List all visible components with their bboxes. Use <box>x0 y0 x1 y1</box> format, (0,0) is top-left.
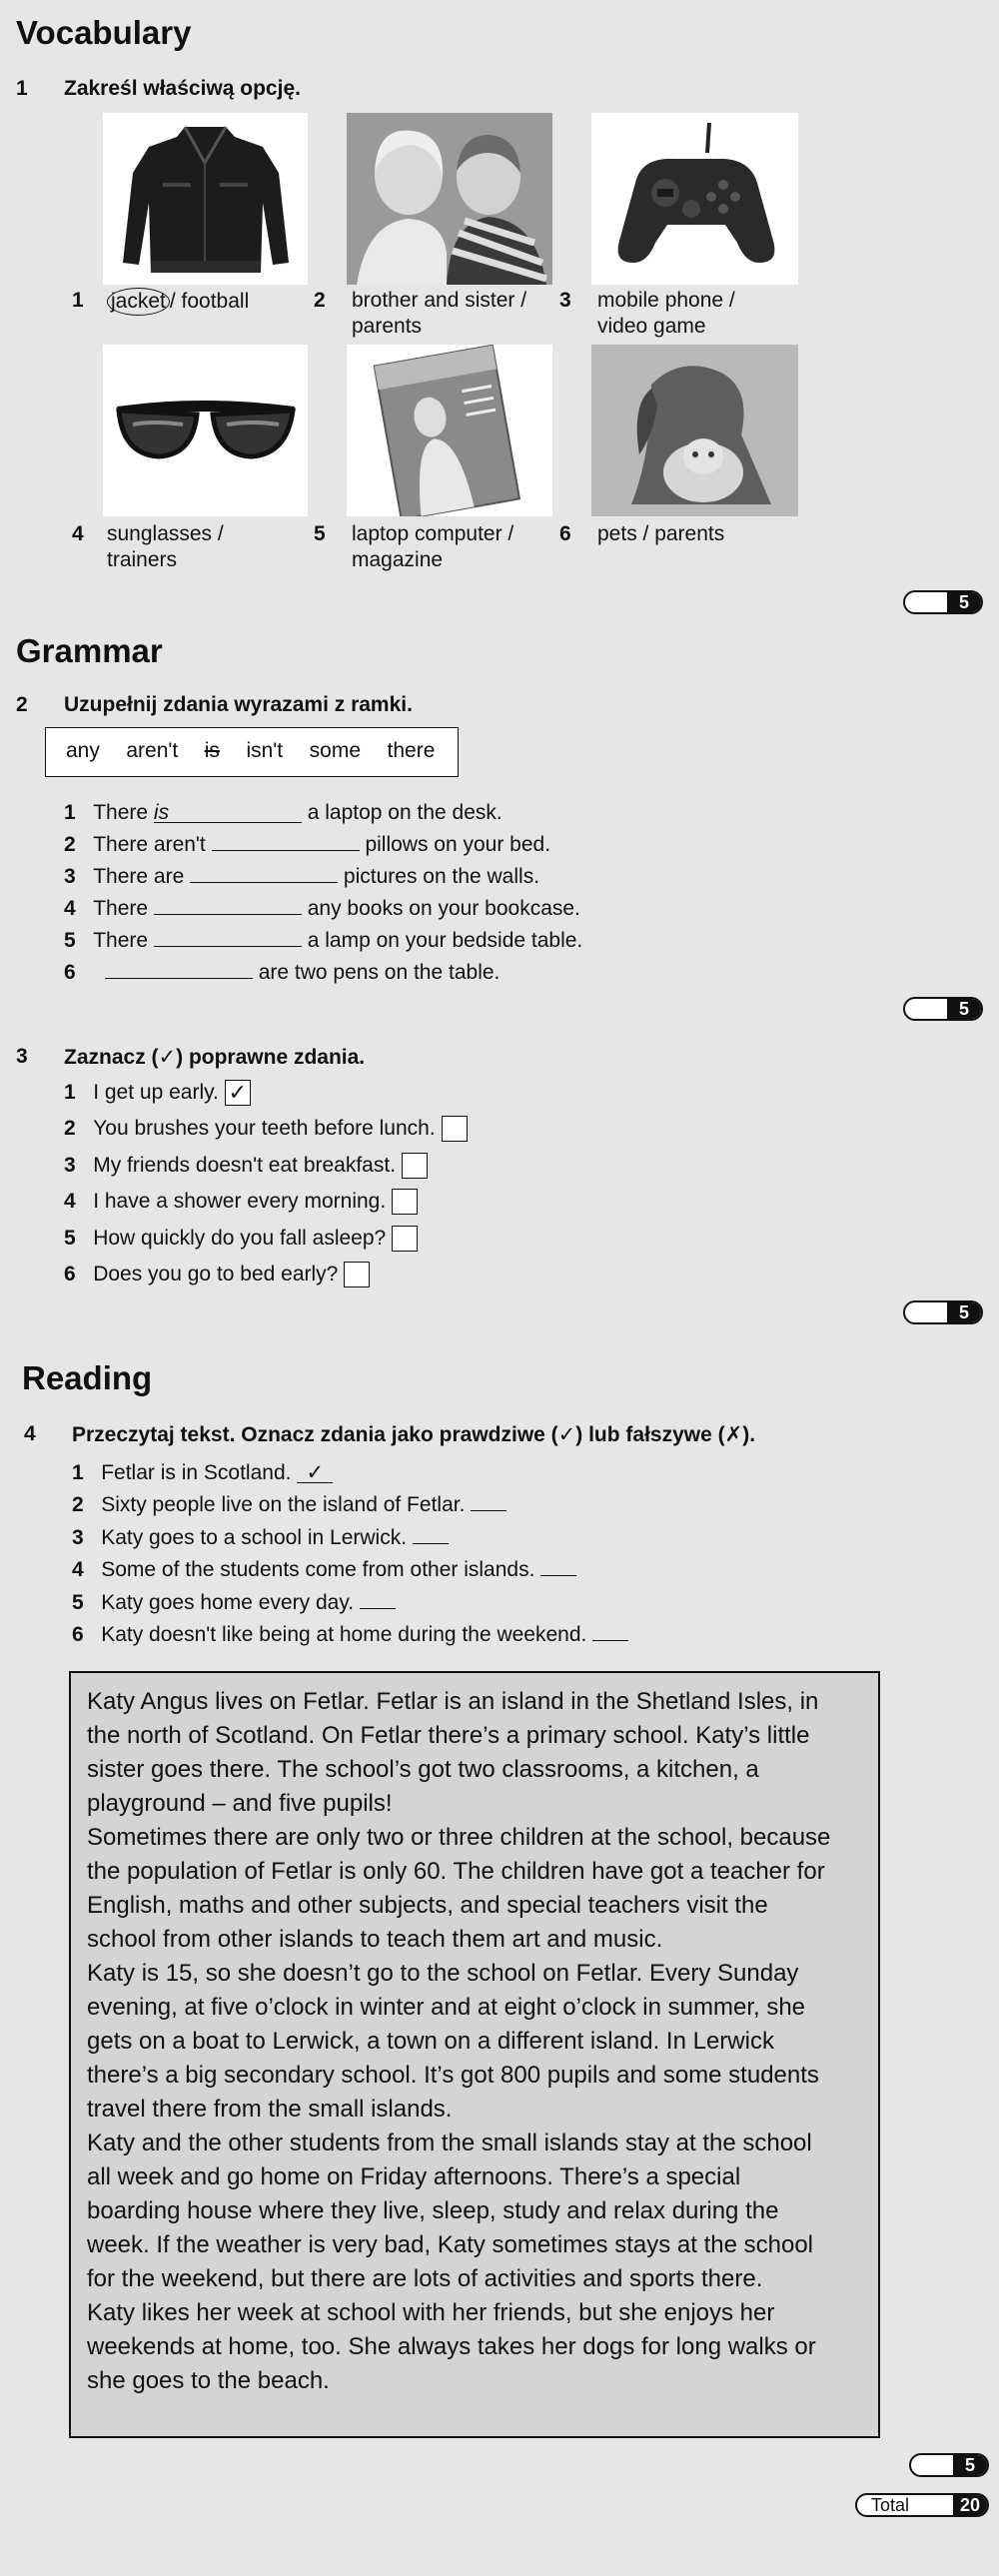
item-number: 1 <box>72 289 84 312</box>
section-title-vocabulary: Vocabulary <box>16 14 192 51</box>
task-number: 4 <box>24 1422 36 1445</box>
word-box: any aren't is isn't some there <box>45 727 459 777</box>
item-5-label: laptop computer / magazine <box>352 522 514 571</box>
score-badge: 5 <box>909 2453 989 2477</box>
pets-photo <box>591 345 798 516</box>
score-badge: 5 <box>903 997 983 1021</box>
siblings-photo <box>347 113 552 285</box>
passage-paragraph: Katy likes her week at school with her friends, but she enjoys her weekends at home, too. She always takes her dogs for long walks or she goes to the beach. <box>87 2299 816 2394</box>
checkbox[interactable] <box>392 1226 418 1252</box>
task-instruction: Zakreśl właściwą opcję. <box>64 77 301 100</box>
sentence-row: 3 There are pictures on the walls. <box>64 865 540 888</box>
answer-mark[interactable]: ✓ <box>297 1464 333 1483</box>
checkbox-row: 3 My friends doesn't eat breakfast. <box>64 1153 428 1179</box>
magazine-image <box>347 345 552 516</box>
answer-blank[interactable] <box>592 1622 628 1641</box>
sentence-row: 4 There any books on your bookcase. <box>64 897 580 920</box>
checkbox[interactable] <box>344 1262 370 1288</box>
answer-blank[interactable] <box>105 960 253 979</box>
task-instruction: Przeczytaj tekst. Oznacz zdania jako prawdziwe (✓) lub fałszywe (✗). <box>72 1423 756 1446</box>
statement-row: 3 Katy goes to a school in Lerwick. <box>72 1525 449 1551</box>
task-instruction: Uzupełnij zdania wyrazami z ramki. <box>64 693 413 716</box>
statement-row: 6 Katy doesn't like being at home during the weekend. <box>72 1622 628 1648</box>
checkbox-row: 5 How quickly do you fall asleep? <box>64 1226 418 1252</box>
passage-paragraph: Katy is 15, so she doesn’t go to the school on Fetlar. Every Sunday evening, at five o’clock in winter and at eight o’clock in summer, she gets on a boat to Lerwick, a town on a different island. In Lerwick there’s a big secondary school. It’s got 800 pupils and some students travel there from the small islands. <box>87 1960 819 2123</box>
statement-row: 5 Katy goes home every day. <box>72 1590 396 1616</box>
checkbox[interactable] <box>392 1189 418 1215</box>
checkbox-row: 6 Does you go to bed early? <box>64 1262 370 1288</box>
section-title-grammar: Grammar <box>16 632 163 669</box>
answer-blank[interactable] <box>540 1557 576 1576</box>
total-score-badge: Total 20 <box>855 2493 989 2517</box>
sentence-row: 1 There is a laptop on the desk. <box>64 801 502 824</box>
statement-row: 1 Fetlar is in Scotland. ✓ <box>72 1460 333 1486</box>
gamepad-image <box>591 113 798 285</box>
item-2-label: brother and sister / parents <box>352 289 527 338</box>
task-instruction: Zaznacz (✓) poprawne zdania. <box>64 1046 366 1069</box>
sentence-row: 2 There aren't pillows on your bed. <box>64 833 551 856</box>
item-number: 3 <box>559 289 571 312</box>
task-number: 3 <box>16 1045 28 1068</box>
item-3-label: mobile phone / video game <box>597 289 735 338</box>
answer-blank[interactable] <box>360 1590 396 1609</box>
answer-blank[interactable] <box>190 864 338 883</box>
answer-blank[interactable] <box>154 896 302 915</box>
checkbox[interactable] <box>402 1153 428 1179</box>
jacket-image <box>103 113 308 285</box>
sentence-row: 6 are two pens on the table. <box>64 961 500 984</box>
passage-paragraph: Katy Angus lives on Fetlar. Fetlar is an island in the Shetland Isles, in the north of Scotland. On Fetlar there’s a primary school. Katy’s little sister goes there. The school’s got two classrooms, a kitchen, a playground – and five pupils! <box>87 1688 819 1817</box>
checkbox-row: 2 You brushes your teeth before lunch. <box>64 1116 468 1142</box>
item-number: 4 <box>72 522 84 545</box>
task-number: 1 <box>16 77 28 100</box>
passage-paragraph: Sometimes there are only two or three children at the school, because the population of Fetlar is only 60. The children have got a teacher for English, maths and other subjects, and special teachers visit the school from other islands to teach them art and music. <box>87 1824 831 1953</box>
section-title-reading: Reading <box>22 1359 153 1396</box>
sentence-row: 5 There a lamp on your bedside table. <box>64 929 583 952</box>
score-badge: 5 <box>903 590 983 614</box>
checkbox[interactable]: ✓ <box>225 1080 251 1106</box>
reading-passage <box>69 1671 880 2438</box>
task-number: 2 <box>16 693 28 716</box>
passage-paragraph: Katy and the other students from the small islands stay at the school all week and go home on Friday afternoons. There’s a special boarding house where they live, sleep, study and relax during the week. If the weather is very bad, Katy sometimes stays at the school for the weekend, but there are lots of activities and sports there. <box>87 2130 813 2292</box>
statement-row: 2 Sixty people live on the island of Fetlar. <box>72 1492 506 1518</box>
item-6-label: pets / parents <box>597 522 725 545</box>
answer-blank[interactable] <box>413 1525 449 1544</box>
answer-blank[interactable] <box>154 928 302 947</box>
sunglasses-image <box>103 345 308 516</box>
checkbox[interactable] <box>442 1116 468 1142</box>
used-word: is <box>204 739 220 762</box>
filled-answer: is <box>154 804 302 823</box>
circled-answer: jacket <box>107 288 170 316</box>
answer-blank[interactable] <box>212 832 360 851</box>
item-number: 6 <box>559 522 571 545</box>
score-badge: 5 <box>903 1300 983 1324</box>
item-number: 2 <box>314 289 326 312</box>
statement-row: 4 Some of the students come from other islands. <box>72 1557 576 1583</box>
item-number: 5 <box>314 522 326 545</box>
checkbox-row: 1 I get up early. ✓ <box>64 1080 251 1106</box>
checkbox-row: 4 I have a shower every morning. <box>64 1189 418 1215</box>
item-1-label: jacket / football <box>107 288 249 316</box>
answer-blank[interactable] <box>471 1492 506 1511</box>
item-4-label: sunglasses / trainers <box>107 522 224 571</box>
